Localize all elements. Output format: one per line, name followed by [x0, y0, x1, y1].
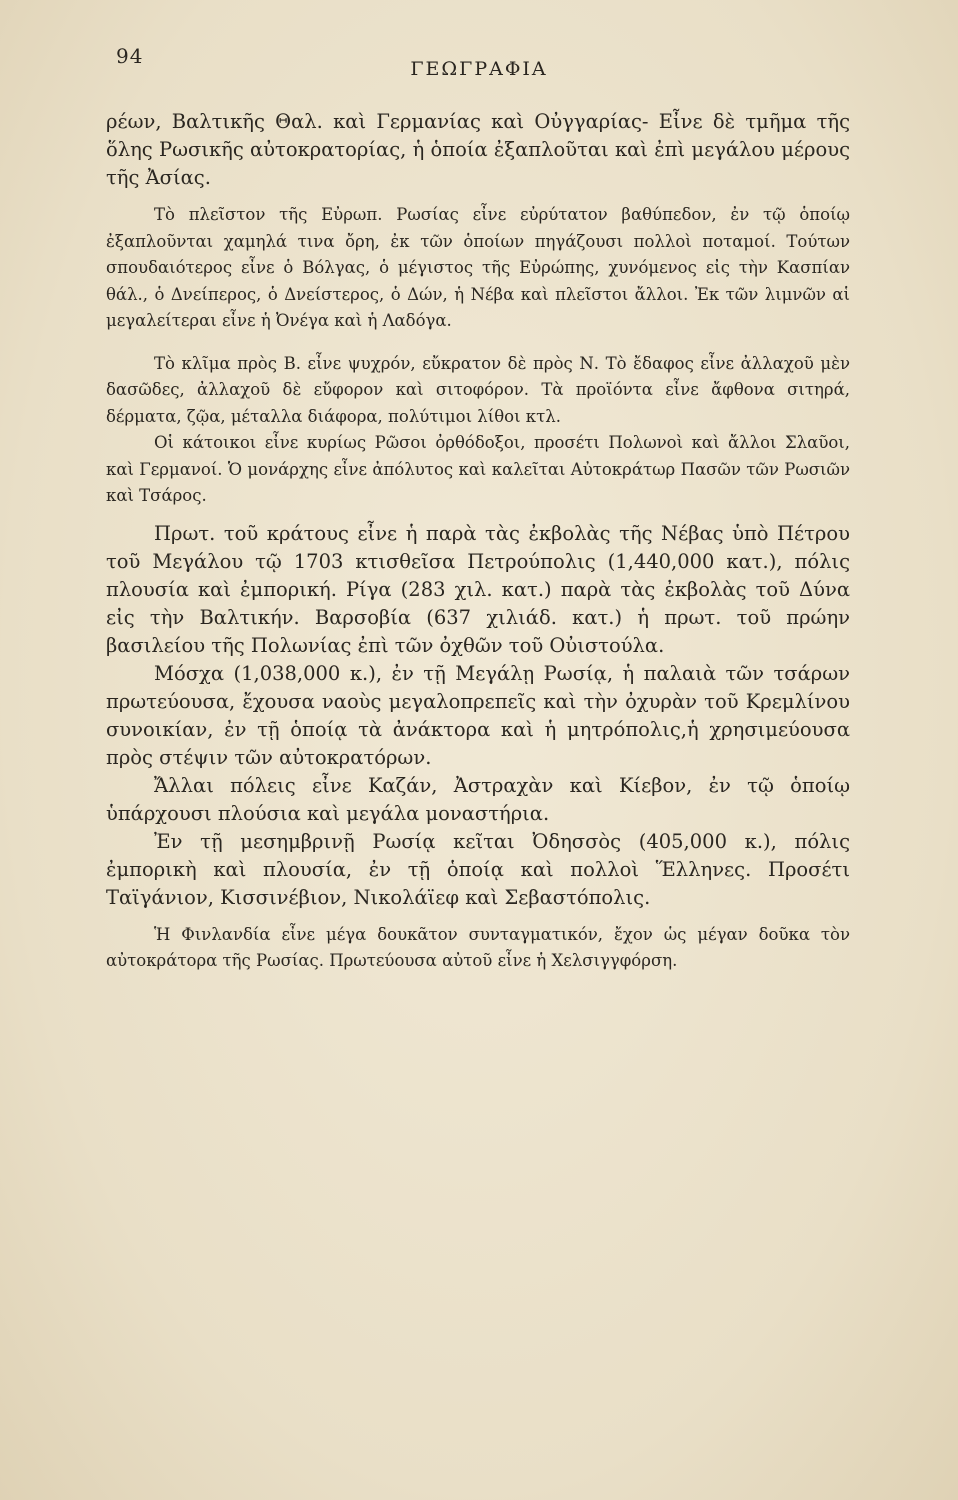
paragraph: Τὸ πλεῖστον τῆς Εὐρωπ. Ρωσίας εἶνε εὐρύτατον βαθύπεδον, ἐν τῷ ὁποίῳ ἐξαπλοῦνται χαμηλά τινα ὄρη, ἐκ τῶν ὁποίων πηγάζουσι πολλοὶ ποταμοί. Τούτων σπουδαιότερος εἶνε ὁ Βόλγας, ὁ μέγιστος τῆς Εὐρώπης, χυνόμενος εἰς τὴν Κασπίαν θάλ., ὁ Δνείπερος, ὁ Δνείστερος, ὁ Δών, ἡ Νέβα καὶ πλεῖστοι ἄλλοι. Ἐκ τῶν λιμνῶν αἱ μεγαλείτεραι εἶνε ἡ Ὀνέγα καὶ ἡ Λαδόγα.	[106, 205, 850, 330]
running-title: ΓΕΩΓΡΑΦΙΑ	[410, 58, 548, 80]
page-number: 94	[116, 44, 144, 68]
paragraph: Μόσχα (1,038,000 κ.), ἐν τῇ Μεγάλῃ Ρωσίᾳ, ἡ παλαιὰ τῶν τσάρων πρωτεύουσα, ἔχουσα ναοὺς μεγαλοπρεπεῖς καὶ τὴν ὀχυρὰν τοῦ Κρεμλίνου συνοικίαν, ἐν τῇ ὁποίᾳ τὰ ἀνάκτορα καὶ ἡ μητρόπολις,ἡ χρησιμεύουσα πρὸς στέψιν τῶν αὐτοκρατόρων.	[106, 661, 850, 769]
paragraph: Ἐν τῇ μεσημβρινῇ Ρωσίᾳ κεῖται Ὀδησσὸς (405,000 κ.), πόλις ἐμπορικὴ καὶ πλουσία, ἐν τῇ ὁποίᾳ καὶ πολλοὶ Ἕλληνες. Προσέτι Ταϊγάνιον, Κισσινέβιον, Νικολάϊεφ καὶ Σεβαστόπολις.	[106, 829, 850, 909]
paragraph: Οἱ κάτοικοι εἶνε κυρίως Ρῶσοι ὀρθόδοξοι, προσέτι Πολωνοὶ καὶ ἄλλοι Σλαῦοι, καὶ Γερμανοί. Ὁ μονάρχης εἶνε ἀπόλυτος καὶ καλεῖται Αὐτοκράτωρ Πασῶν τῶν Ρωσιῶν καὶ Τσάρος.	[106, 433, 850, 505]
paragraph: ρέων, Βαλτικῆς Θαλ. καὶ Γερμανίας καὶ Οὐγγαρίας- Εἶνε δὲ τμῆμα τῆς ὅλης Ρωσικῆς αὐτοκρατορίας, ἡ ὁποία ἐξαπλοῦται καὶ ἐπὶ μεγάλου μέρους τῆς Ἀσίας.	[106, 110, 850, 189]
paragraph: Τὸ κλῖμα πρὸς Β. εἶνε ψυχρόν, εὔκρατον δὲ πρὸς Ν. Τὸ ἔδαφος εἶνε ἀλλαχοῦ μὲν δασῶδες, ἀλλαχοῦ δὲ εὔφορον καὶ σιτοφόρον. Τὰ προϊόντα εἶνε ἄφθονα σιτηρά, δέρματα, ζῷα, μέταλλα διάφορα, πολύτιμοι λίθοι κτλ.	[106, 353, 850, 426]
paragraph: Πρωτ. τοῦ κράτους εἶνε ἡ παρὰ τὰς ἐκβολὰς τῆς Νέβας ὑπὸ Πέτρου τοῦ Μεγάλου τῷ 1703 κτισθεῖσα Πετρούπολις (1,440,000 κατ.), πόλις πλουσία καὶ ἐμπορική. Ρίγα (283 χιλ. κατ.) παρὰ τὰς ἐκβολὰς τοῦ Δύνα εἰς τὴν Βαλτικήν. Βαρσοβία (637 χιλιάδ. κατ.) ἡ πρωτ. τοῦ πρώην βασιλείου τῆς Πολωνίας ἐπὶ τῶν ὀχθῶν τοῦ Οὐιστούλα.	[106, 521, 850, 657]
paragraph: Ἄλλαι πόλεις εἶνε Καζάν, Ἀστραχὰν καὶ Κίεβον, ἐν τῷ ὁποίῳ ὑπάρχουσι πλούσια καὶ μεγάλα μοναστήρια.	[106, 773, 850, 825]
body-text	[106, 108, 850, 975]
paragraph: Ἡ Φινλανδία εἶνε μέγα δουκᾶτον συνταγματικόν, ἔχον ὡς μέγαν δοῦκα τὸν αὐτοκράτορα τῆς Ρωσίας. Πρωτεύουσα αὐτοῦ εἶνε ἡ Χελσιγγφόρση.	[106, 924, 850, 970]
